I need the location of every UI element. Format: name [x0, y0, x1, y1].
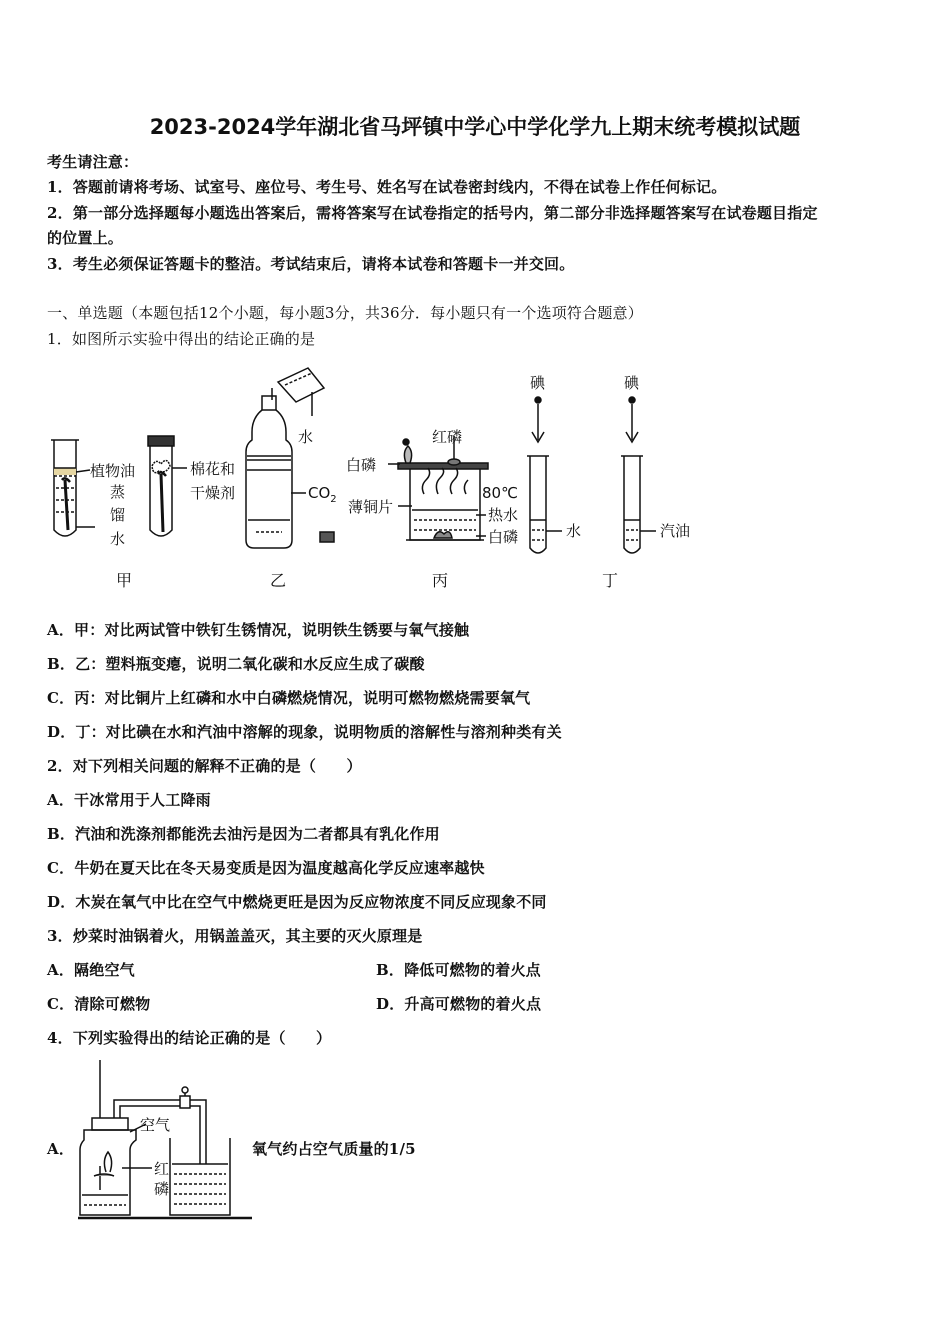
- q1-option-b: B．乙：塑料瓶变瘪，说明二氧化碳和水反应生成了碳酸: [47, 655, 425, 673]
- test-tube-iodine-gasoline: [621, 397, 656, 553]
- label-white-phosphorus-bottom: 白磷: [488, 528, 519, 546]
- q2-option-d: D．木炭在氧气中比在空气中燃烧更旺是因为反应物浓度不同反应现象不同: [47, 893, 547, 911]
- q4-figure: [70, 1060, 260, 1225]
- q3-option-b: B．降低可燃物的着火点: [376, 961, 541, 979]
- label-water: 水: [566, 522, 582, 540]
- test-tube-cotton: [148, 436, 187, 536]
- beaker-hot-water: [388, 436, 488, 540]
- question-2-stem: 2．对下列相关问题的解释不正确的是（ ）: [47, 757, 362, 775]
- q1-figure: [40, 360, 720, 595]
- question-4-stem: 4．下列实验得出的结论正确的是（ ）: [47, 1029, 332, 1047]
- label-distilled-3: 水: [110, 530, 126, 548]
- question-1-stem: 1．如图所示实验中得出的结论正确的是: [47, 330, 316, 348]
- label-vegetable-oil: 植物油: [90, 462, 136, 480]
- notice-2: 2．第一部分选择题每小题选出答案后，需将答案写在试卷指定的括号内，第二部分非选择题答案写在试卷题目指定: [47, 204, 818, 222]
- caption-yi: 乙: [270, 571, 287, 590]
- q3-option-c: C．清除可燃物: [47, 995, 151, 1013]
- label-red-1: 红: [154, 1160, 170, 1178]
- q1-option-d: D．丁：对比碘在水和汽油中溶解的现象，说明物质的溶解性与溶剂种类有关: [47, 723, 562, 741]
- notice-heading: 考生请注意：: [47, 153, 139, 171]
- test-tube-iodine-water: [527, 397, 562, 553]
- label-iodine-2: 碘: [624, 374, 640, 392]
- caption-ding: 丁: [602, 571, 619, 590]
- notice-2-cont: 的位置上。: [47, 229, 124, 247]
- question-3-stem: 3．炒菜时油锅着火，用锅盖盖灭，其主要的灭火原理是: [47, 927, 423, 945]
- label-distilled-2: 馏: [110, 506, 126, 524]
- label-cotton: 棉花和: [190, 460, 236, 478]
- caption-bing: 丙: [432, 571, 449, 590]
- q4-option-a-letter: A．: [47, 1140, 75, 1158]
- label-temperature: 80℃: [482, 484, 518, 502]
- q1-option-a: A．甲：对比两试管中铁钉生锈情况，说明铁生锈要与氧气接触: [47, 621, 470, 639]
- plastic-bottle: [246, 368, 334, 548]
- test-tube-oil-water: [51, 440, 95, 536]
- page-title: 2023-2024学年湖北省马坪镇中学心中学化学九上期末统考模拟试题: [149, 115, 801, 139]
- q1-option-c: C．丙：对比铜片上红磷和水中白磷燃烧情况，说明可燃物燃烧需要氧气: [47, 689, 531, 707]
- caption-jia: 甲: [116, 571, 133, 590]
- label-water-pour: 水: [298, 428, 314, 446]
- label-red-2: 磷: [154, 1180, 170, 1198]
- gas-jar: [80, 1060, 152, 1215]
- label-hot-water: 热水: [488, 506, 519, 524]
- label-co2: $CO_2$: [308, 484, 337, 505]
- section-heading: 一、单选题（本题包括12个小题，每小题3分，共36分．每小题只有一个选项符合题意）: [47, 304, 643, 322]
- notice-1: 1．答题前请将考场、试室号、座位号、考生号、姓名写在试卷密封线内，不得在试卷上作任何标记。: [47, 178, 727, 196]
- notice-3: 3．考生必须保证答题卡的整洁。考试结束后，请将本试卷和答题卡一并交回。: [47, 255, 575, 273]
- label-white-phosphorus-top: 白磷: [346, 456, 377, 474]
- q3-option-a: A．隔绝空气: [47, 961, 135, 979]
- label-desiccant: 干燥剂: [190, 484, 236, 502]
- label-copper-plate: 薄铜片: [348, 498, 394, 516]
- label-air: 空气: [140, 1116, 171, 1134]
- label-distilled-1: 蒸: [110, 483, 126, 501]
- q3-option-d: D．升高可燃物的着火点: [376, 995, 542, 1013]
- label-iodine-1: 碘: [530, 374, 546, 392]
- label-gasoline: 汽油: [660, 522, 691, 540]
- label-red-phosphorus: 红磷: [432, 428, 463, 446]
- q2-option-a: A．干冰常用于人工降雨: [47, 791, 211, 809]
- q4-option-a-text: 氧气约占空气质量的1/5: [252, 1140, 416, 1158]
- q2-option-c: C．牛奶在夏天比在冬天易变质是因为温度越高化学反应速率越快: [47, 859, 485, 877]
- q2-option-b: B．汽油和洗涤剂都能洗去油污是因为二者都具有乳化作用: [47, 825, 440, 843]
